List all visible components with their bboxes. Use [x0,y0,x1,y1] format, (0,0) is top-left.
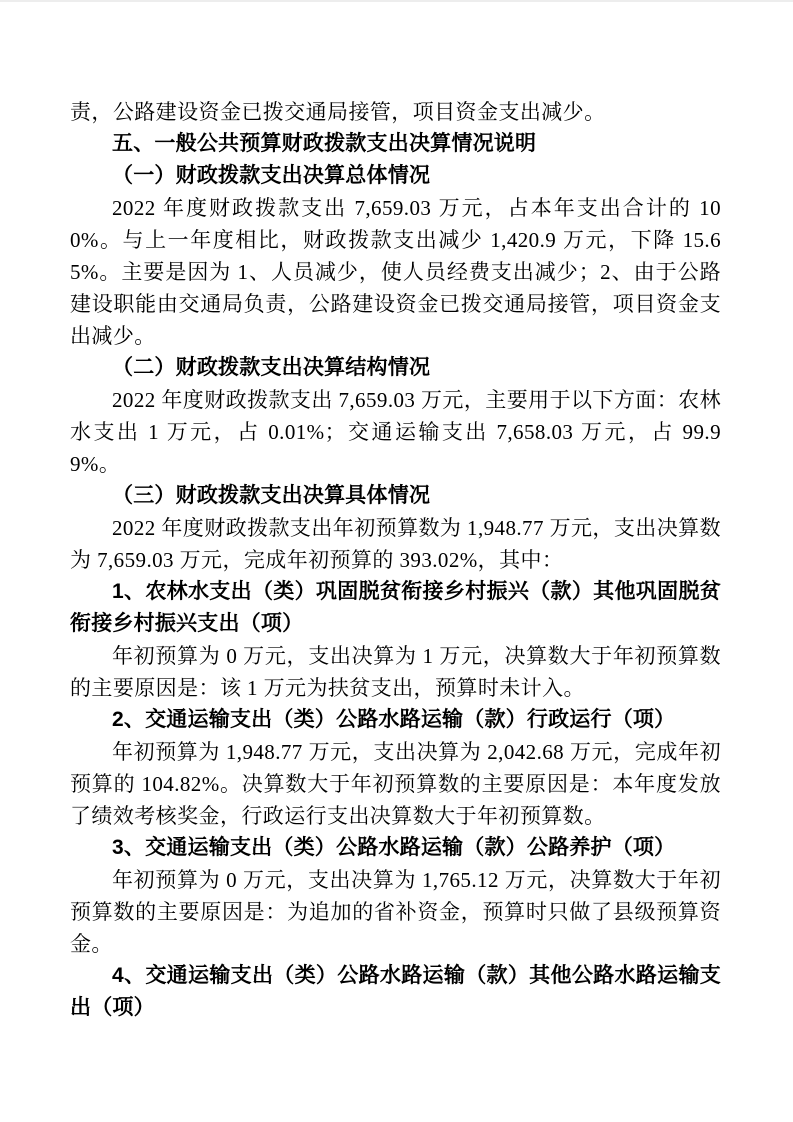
paragraph: 2022 年度财政拨款支出年初预算数为 1,948.77 万元，支出决算数为 7,659.03 万元，完成年初预算的 393.02%，其中： [70,516,721,572]
section-heading: （二）财政拨款支出决算结构情况 [112,356,431,379]
paragraph: 责，公路建设资金已拨交通局接管，项目资金支出减少。 [70,100,606,124]
paragraph: 2022 年度财政拨款支出 7,659.03 万元，主要用于以下方面：农林水支出 1 万元，占 0.01%；交通运输支出 7,658.03 万元，占 99.99%。 [70,388,721,476]
section-heading: 五、一般公共预算财政拨款支出决算情况说明 [112,132,537,155]
section-heading: （三）财政拨款支出决算具体情况 [112,484,431,507]
section-heading: 1、农林水支出（类）巩固脱贫衔接乡村振兴（款）其他巩固脱贫衔接乡村振兴支出（项） [70,580,721,635]
document-body [0,2,793,1122]
section-heading: 4、交通运输支出（类）公路水路运输（款）其他公路水路运输支出（项） [70,964,721,1019]
section-heading: 2、交通运输支出（类）公路水路运输（款）行政运行（项） [112,708,676,731]
paragraph: 年初预算为 1,948.77 万元，支出决算为 2,042.68 万元，完成年初预算的 104.82%。决算数大于年初预算数的主要原因是：本年度发放了绩效考核奖金，行政运行支出决算数大于年初预算数。 [70,740,721,828]
section-heading: （一）财政拨款支出决算总体情况 [112,164,431,187]
paragraph: 年初预算为 0 万元，支出决算为 1 万元，决算数大于年初预算数的主要原因是：该 1 万元为扶贫支出，预算时未计入。 [70,644,721,700]
paragraph: 2022 年度财政拨款支出 7,659.03 万元，占本年支出合计的 100%。与上一年度相比，财政拨款支出减少 1,420.9 万元，下降 15.65%。主要是因为 1、人员减少，使人员经费支出减少；2、由于公路建设职能由交通局负责，公路建设资金已拨交通局接管，项目资金支出减少。 [70,196,721,348]
paragraph: 年初预算为 0 万元，支出决算为 1,765.12 万元，决算数大于年初预算数的主要原因是：为追加的省补资金，预算时只做了县级预算资金。 [70,868,721,956]
section-heading: 3、交通运输支出（类）公路水路运输（款）公路养护（项） [112,836,676,859]
